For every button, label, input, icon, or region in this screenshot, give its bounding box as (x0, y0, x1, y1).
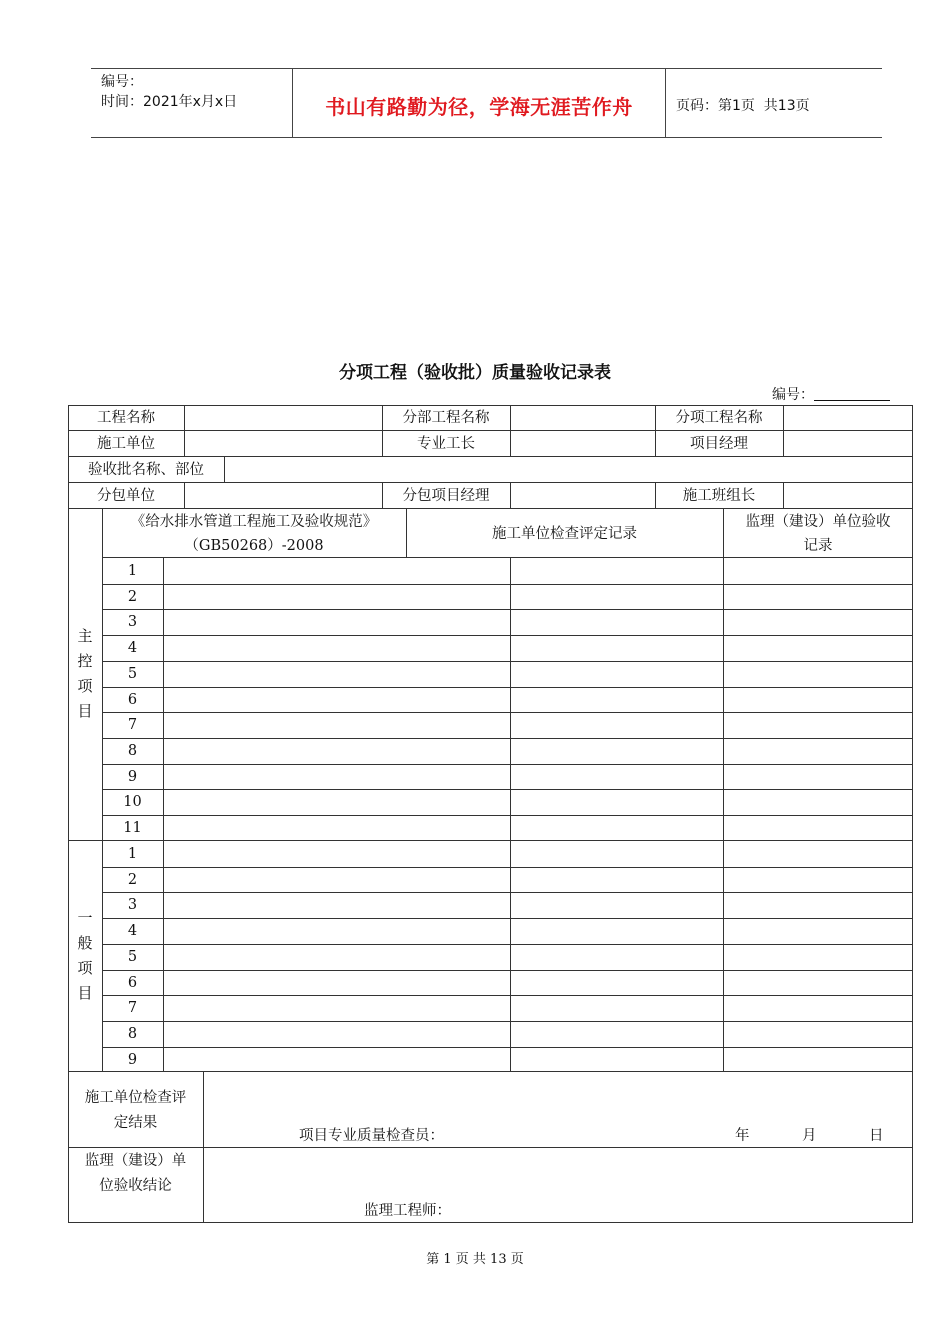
label-project-manager: 项目经理 (690, 436, 748, 452)
main-control-char: 目 (77, 702, 93, 720)
main-control-standard-cell[interactable] (164, 688, 510, 712)
main-control-construction-cell[interactable] (511, 739, 723, 763)
result-day: 日 (869, 1128, 884, 1144)
general-construction-cell[interactable] (511, 919, 723, 943)
general-standard-cell[interactable] (164, 945, 510, 969)
main-control-standard-cell[interactable] (164, 559, 510, 583)
general-construction-cell[interactable] (511, 971, 723, 995)
general-supervision-cell[interactable] (724, 893, 912, 917)
label-subcontract-manager: 分包项目经理 (402, 488, 490, 504)
main-control-row-number: 10 (123, 794, 142, 811)
general-char: 目 (77, 984, 93, 1002)
main-control-row-number: 8 (127, 742, 138, 759)
field-specialty-foreman[interactable] (511, 431, 655, 456)
main-control-supervision-cell[interactable] (724, 585, 912, 609)
main-control-construction-cell[interactable] (511, 610, 723, 634)
general-supervision-cell[interactable] (724, 868, 912, 892)
form-title: 分项工程（验收批）质量验收记录表 (339, 363, 611, 383)
main-control-row-number: 5 (127, 665, 138, 682)
general-row-number: 3 (127, 897, 138, 914)
main-control-standard-cell[interactable] (164, 610, 510, 634)
label-batch-name-location: 验收批名称、部位 (88, 462, 204, 478)
general-construction-cell[interactable] (511, 893, 723, 917)
main-control-construction-cell[interactable] (511, 790, 723, 814)
general-row-number: 1 (127, 846, 138, 862)
general-standard-cell[interactable] (164, 868, 510, 892)
main-control-construction-cell[interactable] (511, 662, 723, 686)
general-construction-cell[interactable] (511, 1048, 723, 1072)
general-row-number: 4 (127, 923, 138, 940)
general-construction-cell[interactable] (511, 1022, 723, 1046)
main-control-supervision-cell[interactable] (724, 816, 912, 840)
main-control-construction-cell[interactable] (511, 688, 723, 712)
general-standard-cell[interactable] (164, 1048, 510, 1072)
main-control-char: 控 (77, 652, 93, 670)
conclusion-label-line1: 监理（建设）单 (84, 1153, 187, 1169)
main-control-supervision-cell[interactable] (724, 739, 912, 763)
general-standard-cell[interactable] (164, 893, 510, 917)
main-control-supervision-cell[interactable] (724, 713, 912, 737)
result-label-line2: 定结果 (113, 1115, 158, 1131)
main-control-standard-cell[interactable] (164, 816, 510, 840)
field-construction-unit[interactable] (185, 431, 382, 456)
field-batch-name-location[interactable] (225, 457, 912, 482)
main-control-label (75, 624, 95, 724)
main-control-construction-cell[interactable] (511, 559, 723, 583)
inspection-form-table (68, 405, 913, 1223)
main-control-construction-cell[interactable] (511, 816, 723, 840)
main-control-standard-cell[interactable] (164, 636, 510, 660)
main-control-row-number: 2 (127, 588, 138, 605)
main-control-construction-cell[interactable] (511, 713, 723, 737)
header-motto-cell (293, 69, 666, 137)
general-standard-cell[interactable] (164, 919, 510, 943)
header-motto: 书山有路勤为径，学海无涯苦作舟 (325, 95, 633, 119)
general-items-label (75, 906, 95, 1006)
main-control-supervision-cell[interactable] (724, 688, 912, 712)
general-char: 一 (77, 909, 93, 927)
main-control-row-number: 4 (127, 640, 138, 657)
general-char: 般 (77, 934, 93, 952)
main-control-supervision-cell[interactable] (724, 559, 912, 583)
main-control-supervision-cell[interactable] (724, 765, 912, 789)
general-construction-cell[interactable] (511, 842, 723, 866)
label-specialty-foreman: 专业工长 (417, 436, 475, 452)
main-control-row-number: 11 (123, 820, 142, 836)
result-year: 年 (735, 1128, 750, 1144)
header-standard-line2: （GB50268）-2008 (184, 538, 324, 554)
quality-inspector-label: 项目专业质量检查员： (299, 1128, 444, 1144)
general-row-number: 8 (127, 1025, 138, 1042)
main-control-row-number: 6 (127, 691, 138, 708)
header-serial-label: 编号： (101, 74, 143, 90)
general-row-number: 9 (127, 1051, 138, 1068)
main-control-supervision-cell[interactable] (724, 610, 912, 634)
main-control-supervision-cell[interactable] (724, 636, 912, 660)
form-serial (772, 384, 890, 404)
label-construction-unit: 施工单位 (97, 436, 155, 452)
general-construction-cell[interactable] (511, 996, 723, 1020)
general-supervision-cell[interactable] (724, 1022, 912, 1046)
main-control-standard-cell[interactable] (164, 713, 510, 737)
general-row-number: 6 (127, 974, 138, 991)
main-control-supervision-cell[interactable] (724, 790, 912, 814)
result-month: 月 (802, 1128, 817, 1144)
field-project-manager[interactable] (784, 431, 912, 456)
main-control-row-number: 7 (127, 717, 138, 734)
header-page-code: 页码：第1页 共13页 (676, 98, 810, 114)
general-standard-cell[interactable] (164, 1022, 510, 1046)
general-standard-cell[interactable] (164, 842, 510, 866)
general-char: 项 (77, 959, 93, 977)
main-control-row-number: 9 (127, 768, 138, 785)
general-supervision-cell[interactable] (724, 996, 912, 1020)
field-subcontract-unit[interactable] (185, 483, 382, 508)
main-control-supervision-cell[interactable] (724, 662, 912, 686)
main-control-row-number: 1 (127, 563, 138, 579)
header-page-cell (666, 69, 882, 137)
result-label-line1: 施工单位检查评 (84, 1090, 187, 1106)
general-row-number: 5 (127, 948, 138, 965)
general-row-number: 2 (127, 871, 138, 888)
field-team-leader[interactable] (784, 483, 912, 508)
main-control-row-number: 3 (127, 614, 138, 631)
field-sub-project-name[interactable] (511, 405, 655, 430)
general-row-number: 7 (127, 1000, 138, 1017)
field-item-project-name[interactable] (784, 405, 912, 430)
label-project-name: 工程名称 (97, 410, 155, 426)
main-control-standard-cell[interactable] (164, 739, 510, 763)
main-control-construction-cell[interactable] (511, 636, 723, 660)
header-supervision-line1: 监理（建设）单位验收 (745, 514, 891, 530)
page-footer: 第 1 页 共 13 页 (426, 1252, 524, 1267)
main-control-construction-cell[interactable] (511, 765, 723, 789)
form-serial-label: 编号： (772, 387, 814, 403)
supervising-engineer-label: 监理工程师： (364, 1203, 451, 1219)
field-subcontract-manager[interactable] (511, 483, 655, 508)
general-supervision-cell[interactable] (724, 1048, 912, 1072)
main-control-char: 主 (77, 627, 93, 645)
label-sub-project-name: 分部工程名称 (402, 410, 490, 426)
field-project-name[interactable] (185, 405, 382, 430)
main-control-standard-cell[interactable] (164, 790, 510, 814)
page-header (91, 68, 882, 138)
main-control-standard-cell[interactable] (164, 765, 510, 789)
header-meta-cell (91, 69, 293, 137)
main-control-char: 项 (77, 677, 93, 695)
general-supervision-cell[interactable] (724, 842, 912, 866)
general-construction-cell[interactable] (511, 945, 723, 969)
field-construction-result[interactable] (204, 1072, 912, 1147)
field-supervision-conclusion[interactable] (204, 1148, 912, 1222)
general-standard-cell[interactable] (164, 971, 510, 995)
main-control-standard-cell[interactable] (164, 662, 510, 686)
label-team-leader: 施工班组长 (682, 488, 756, 504)
general-supervision-cell[interactable] (724, 945, 912, 969)
label-subcontract-unit: 分包单位 (97, 488, 155, 504)
header-construction-record: 施工单位检查评定记录 (492, 526, 637, 542)
conclusion-label-line2: 位验收结论 (99, 1178, 172, 1194)
header-time: 时间：2021年x月x日 (101, 94, 238, 110)
general-supervision-cell[interactable] (724, 971, 912, 995)
form-serial-blank[interactable] (814, 387, 890, 401)
header-supervision-line2: 记录 (803, 538, 833, 554)
main-control-standard-cell[interactable] (164, 585, 510, 609)
label-item-project-name: 分项工程名称 (675, 410, 763, 426)
header-standard-line1: 《给水排水管道工程施工及验收规范》 (130, 514, 378, 530)
main-control-construction-cell[interactable] (511, 585, 723, 609)
general-construction-cell[interactable] (511, 868, 723, 892)
general-supervision-cell[interactable] (724, 919, 912, 943)
general-standard-cell[interactable] (164, 996, 510, 1020)
